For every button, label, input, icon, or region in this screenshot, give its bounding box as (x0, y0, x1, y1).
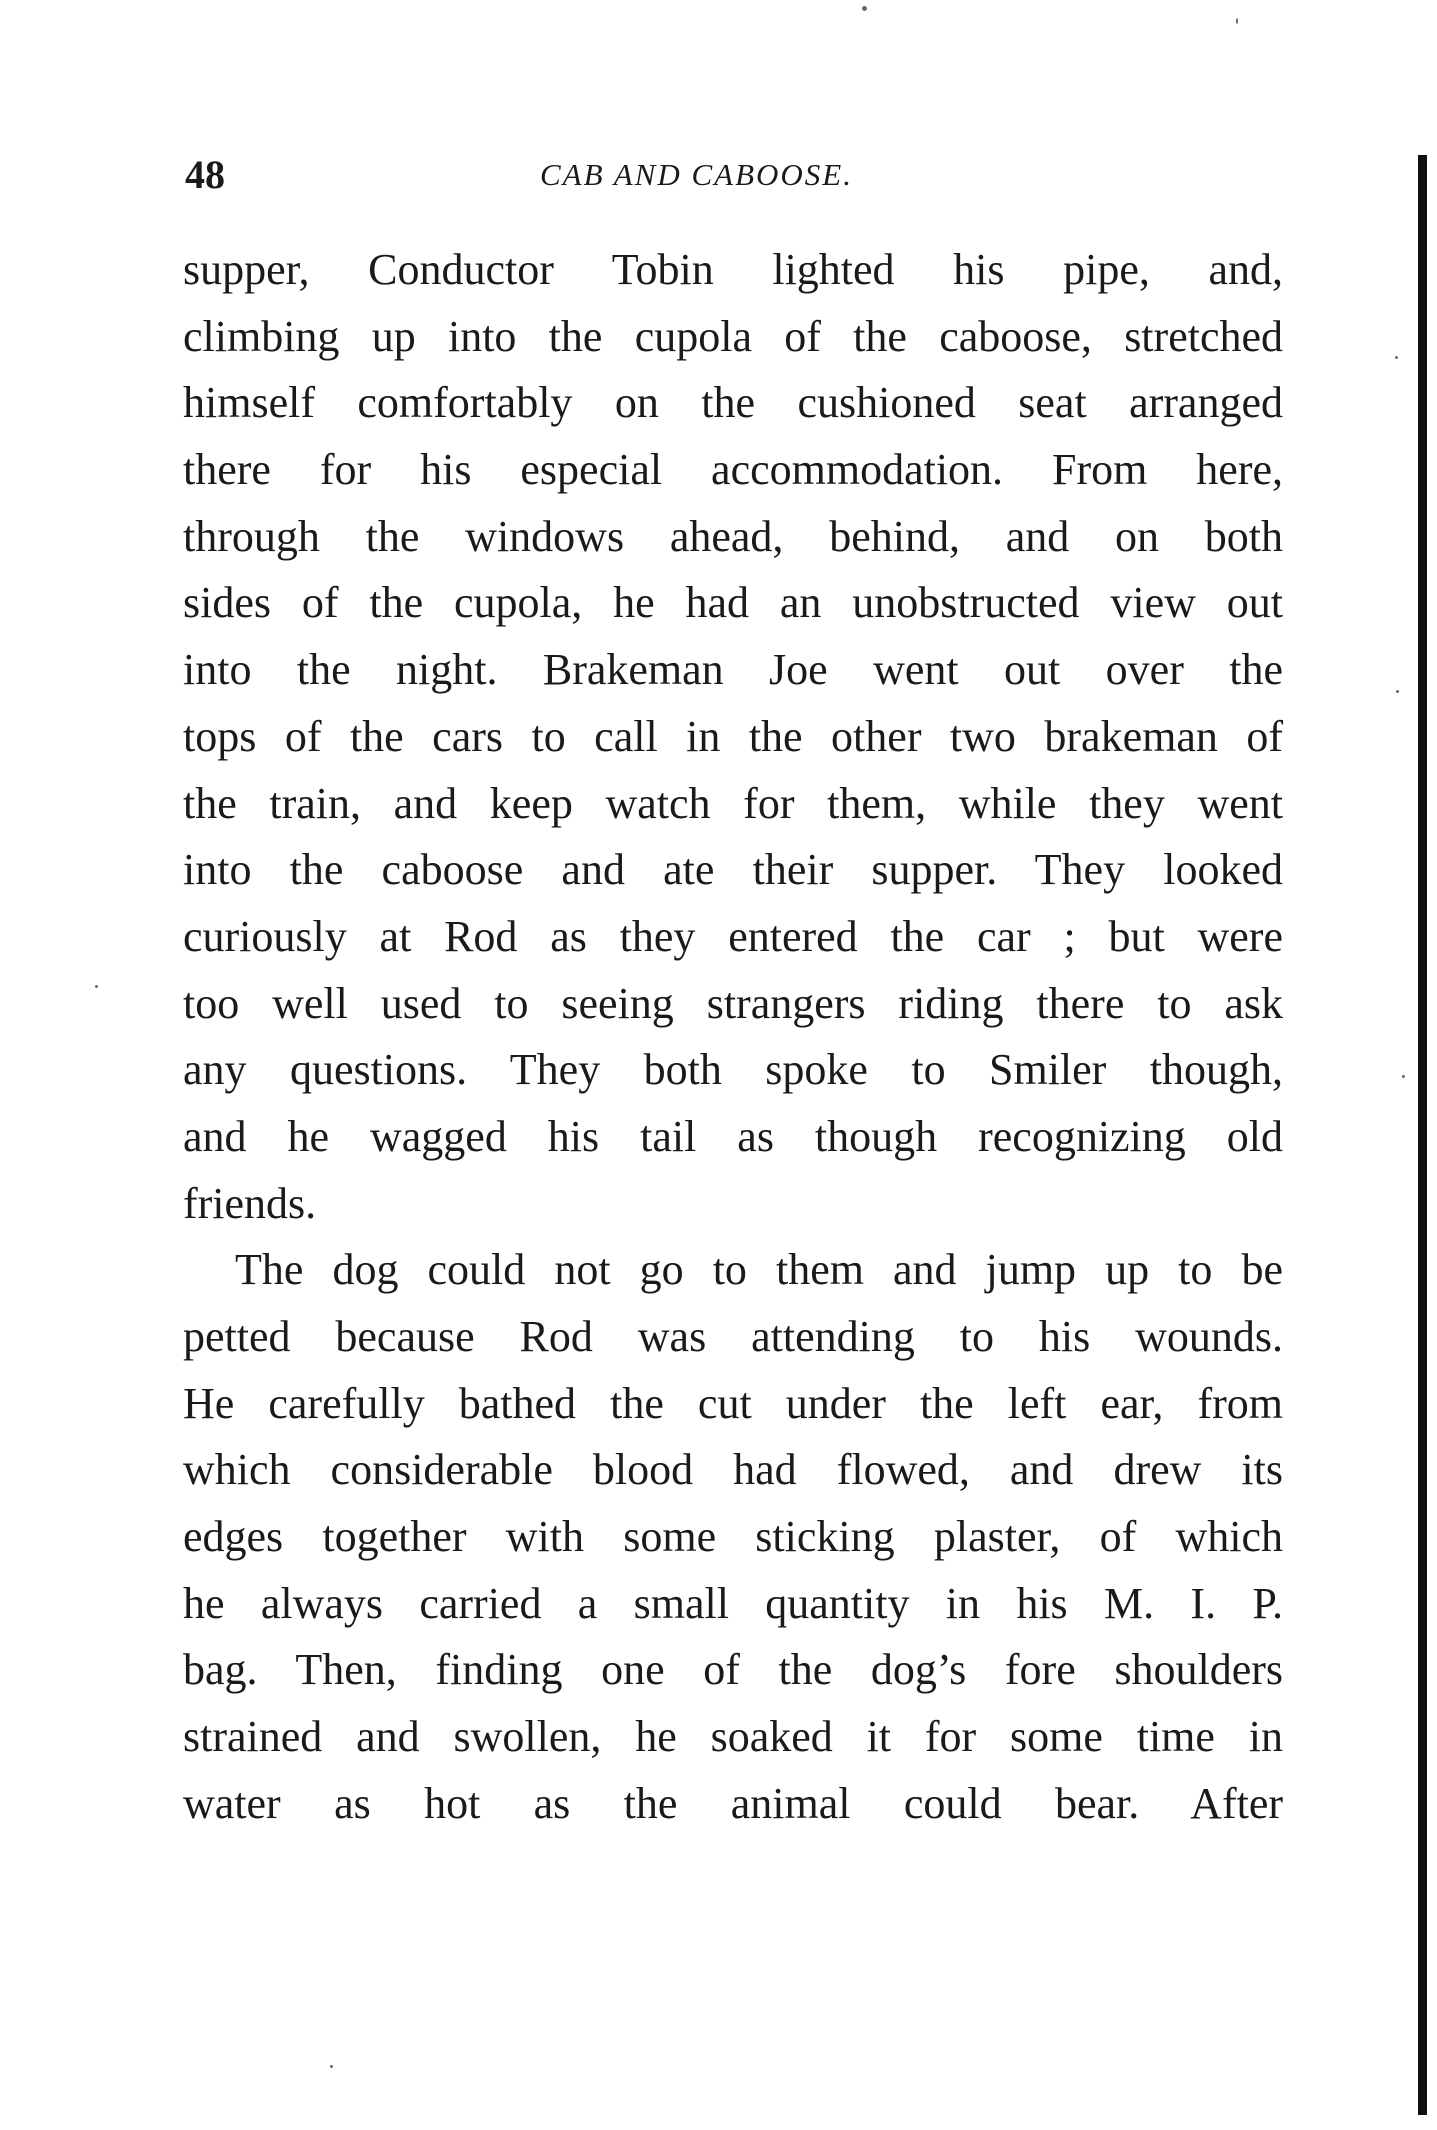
print-speck (1402, 1075, 1405, 1078)
text-line: tops of the cars to call in the other two brakeman of (183, 711, 1283, 761)
text-line: into the night. Brakeman Joe went out over the (183, 645, 1283, 695)
text-line: bag. Then, finding one of the dog’s fore shoulders (183, 1645, 1283, 1695)
text-line: He carefully bathed the cut under the left ear, from (183, 1378, 1283, 1428)
text-line: petted because Rod was attending to his wounds. (183, 1312, 1283, 1361)
text-line: and he wagged his tail as though recognizing old (183, 1111, 1283, 1161)
page-edge-shadow (1418, 155, 1427, 2115)
text-line: The dog could not go to them and jump up to be (235, 1245, 1283, 1295)
text-line: himself comfortably on the cushioned seat arranged (183, 378, 1283, 428)
print-speck (95, 985, 98, 988)
running-head (185, 150, 1285, 200)
running-title: CAB AND CABOOSE. (540, 157, 853, 192)
text-line: which considerable blood had flowed, and drew its (183, 1445, 1283, 1495)
text-line: edges together with some sticking plaster, of which (183, 1512, 1283, 1562)
text-line: supper, Conductor Tobin lighted his pipe, and, (183, 245, 1283, 294)
text-line: any questions. They both spoke to Smiler though, (183, 1045, 1283, 1095)
text-line: the train, and keep watch for them, while they went (183, 778, 1283, 828)
text-line: sides of the cupola, he had an unobstructed view out (183, 578, 1283, 628)
text-line: climbing up into the cupola of the caboose, stretched (183, 311, 1283, 361)
body-text (183, 237, 1283, 1838)
text-line: curiously at Rod as they entered the car ; but were (183, 911, 1283, 961)
text-line: strained and swollen, he soaked it for some time in (183, 1712, 1283, 1762)
print-speck (330, 2065, 333, 2068)
print-speck (862, 6, 867, 11)
text-line: water as hot as the animal could bear. After (183, 1778, 1283, 1828)
print-speck (1236, 18, 1238, 24)
text-line: too well used to seeing strangers riding there to ask (183, 978, 1283, 1028)
page-number: 48 (185, 152, 225, 197)
print-speck (1396, 690, 1399, 693)
text-line: into the caboose and ate their supper. They looked (183, 845, 1283, 895)
text-line: there for his especial accommodation. From here, (183, 445, 1283, 495)
text-line: friends. (183, 1178, 317, 1228)
print-speck (1395, 356, 1398, 359)
text-line: he always carried a small quantity in his M. I. P. (183, 1578, 1283, 1628)
text-line: through the windows ahead, behind, and on both (183, 511, 1283, 561)
